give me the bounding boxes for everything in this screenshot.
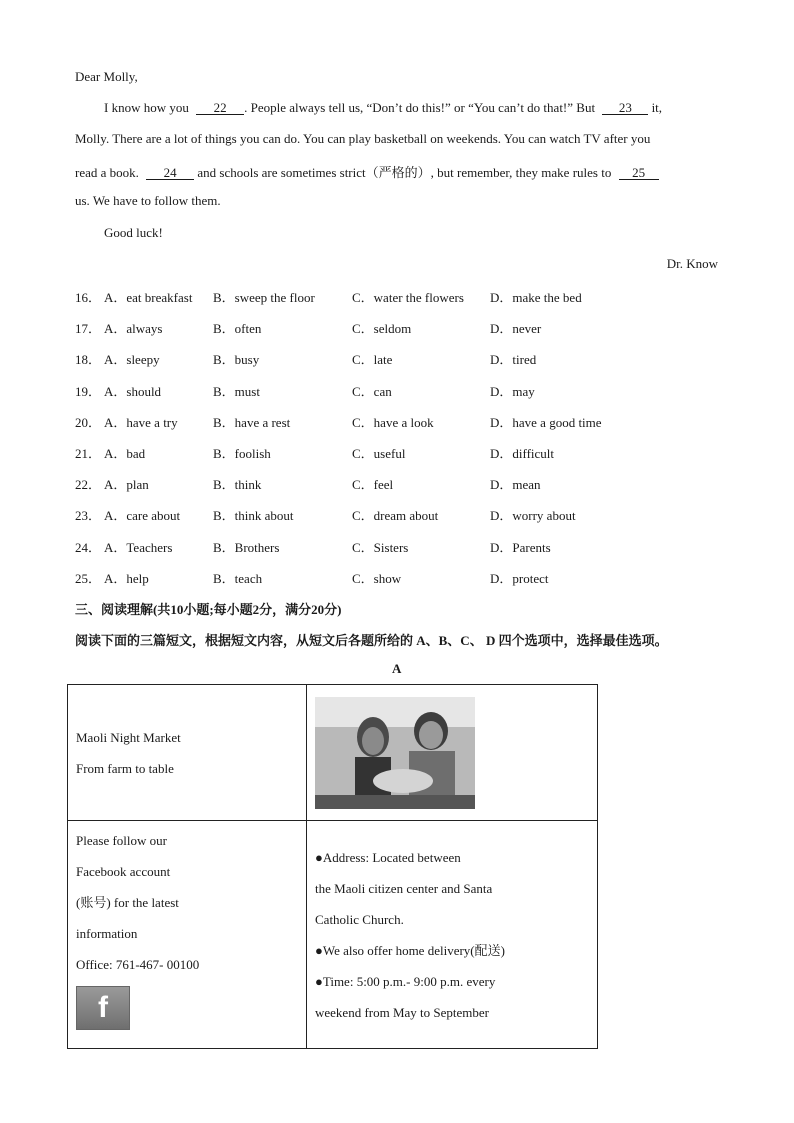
option-c: C．late: [352, 352, 393, 367]
market-table: [67, 684, 598, 1049]
option-b: B．sweep the floor: [213, 290, 315, 305]
question-number: 18．: [75, 352, 102, 367]
letter-greeting: Dear Molly,: [75, 69, 138, 84]
letter-text: I know how you: [104, 100, 189, 115]
section-heading: 三、阅读理解(共10小题;每小题2分，满分20分): [75, 602, 342, 617]
option-c: C．feel: [352, 477, 394, 492]
question-number: 22．: [75, 477, 102, 492]
letter-text: . People always tell us, “Don’t do this!” or “You can’t do that!” But: [244, 100, 596, 115]
blank-23: 23: [602, 101, 648, 115]
blank-24: 24: [146, 166, 194, 180]
option-b: B．have a rest: [213, 415, 291, 430]
option-c: C．useful: [352, 446, 406, 461]
option-b: B．must: [213, 384, 260, 399]
letter-text: read a book.: [75, 165, 139, 180]
letter-line-3: [75, 162, 659, 181]
option-b: B．think about: [213, 508, 294, 523]
question-number: 23．: [75, 508, 102, 523]
question-number: 21．: [75, 446, 102, 461]
letter-line-2: Molly. There are a lot of things you can do. You can play basketball on weekends. You can watch TV after you: [75, 131, 651, 146]
market-tagline: From farm to table: [76, 760, 174, 776]
question-number: 25．: [75, 571, 102, 586]
question-number: 24．: [75, 540, 102, 555]
photo-illustration: [315, 697, 475, 809]
letter-text: it,: [651, 100, 663, 115]
option-a: A．Teachers: [104, 540, 173, 555]
option-b: B．Brothers: [213, 540, 280, 555]
option-d: D．difficult: [490, 446, 555, 461]
market-follow-cell: [68, 821, 307, 1049]
letter-line-1: [104, 100, 662, 116]
option-a: A．sleepy: [104, 352, 160, 367]
option-c: C．dream about: [352, 508, 439, 523]
section-instruction: 阅读下面的三篇短文，根据短文内容，从短文后各题所给的 A、B、C、 D 四个选项中，选择最佳选项。: [75, 633, 668, 648]
option-c: C．can: [352, 384, 392, 399]
option-d: D．tired: [490, 352, 537, 367]
detail-line: the Maoli citizen center and Santa: [315, 880, 493, 896]
option-c: C．show: [352, 571, 402, 586]
detail-line: ●Time: 5:00 p.m.- 9:00 p.m. every: [315, 973, 496, 989]
option-c: C．seldom: [352, 321, 412, 336]
passage-label: A: [392, 661, 402, 676]
letter-signature: Dr. Know: [666, 256, 718, 271]
blank-25: 25: [619, 166, 659, 180]
detail-line: ●We also offer home delivery(配送): [315, 942, 505, 958]
blank-22: 22: [196, 101, 244, 115]
option-b: B．foolish: [213, 446, 271, 461]
option-d: D．may: [490, 384, 535, 399]
option-a: A．should: [104, 384, 162, 399]
market-details-cell: [307, 821, 598, 1049]
follow-line: information: [76, 926, 138, 941]
option-b: B．think: [213, 477, 262, 492]
market-photo: [315, 697, 475, 809]
option-a: A．always: [104, 321, 163, 336]
option-d: D．protect: [490, 571, 549, 586]
market-photo-cell: [307, 685, 598, 821]
option-a: A．have a try: [104, 415, 178, 430]
letter-line-4: us. We have to follow them.: [75, 193, 221, 208]
follow-line: (账号) for the latest: [76, 895, 179, 910]
question-number: 19．: [75, 384, 102, 399]
detail-line: Catholic Church.: [315, 911, 404, 927]
option-c: C．have a look: [352, 415, 434, 430]
option-a: A．help: [104, 571, 149, 586]
option-c: C．Sisters: [352, 540, 409, 555]
option-d: D．Parents: [490, 540, 551, 555]
letter-closing: Good luck!: [104, 225, 163, 240]
option-b: B．often: [213, 321, 262, 336]
follow-line: Facebook account: [76, 864, 171, 879]
option-d: D．mean: [490, 477, 541, 492]
question-number: 20．: [75, 415, 102, 430]
question-number: 16．: [75, 290, 102, 305]
option-d: D．have a good time: [490, 415, 602, 430]
option-d: D．worry about: [490, 508, 576, 523]
facebook-icon: f: [76, 986, 130, 1030]
detail-line: ●Address: Located between: [315, 849, 461, 865]
option-a: A．plan: [104, 477, 149, 492]
option-c: C．water the flowers: [352, 290, 464, 305]
market-title-cell: [68, 685, 307, 821]
market-title: Maoli Night Market: [76, 729, 181, 745]
letter-text: and schools are sometimes strict（严格的）, but remember, they make rules to: [197, 165, 612, 180]
option-a: A．eat breakfast: [104, 290, 193, 305]
option-b: B．teach: [213, 571, 263, 586]
detail-line: weekend from May to September: [315, 1004, 490, 1020]
option-b: B．busy: [213, 352, 260, 367]
option-a: A．care about: [104, 508, 181, 523]
option-d: D．never: [490, 321, 542, 336]
option-d: D．make the bed: [490, 290, 582, 305]
office-phone: Office: 761-467- 00100: [76, 957, 200, 972]
follow-line: Please follow our: [76, 833, 167, 848]
question-number: 17．: [75, 321, 102, 336]
option-a: A．bad: [104, 446, 146, 461]
